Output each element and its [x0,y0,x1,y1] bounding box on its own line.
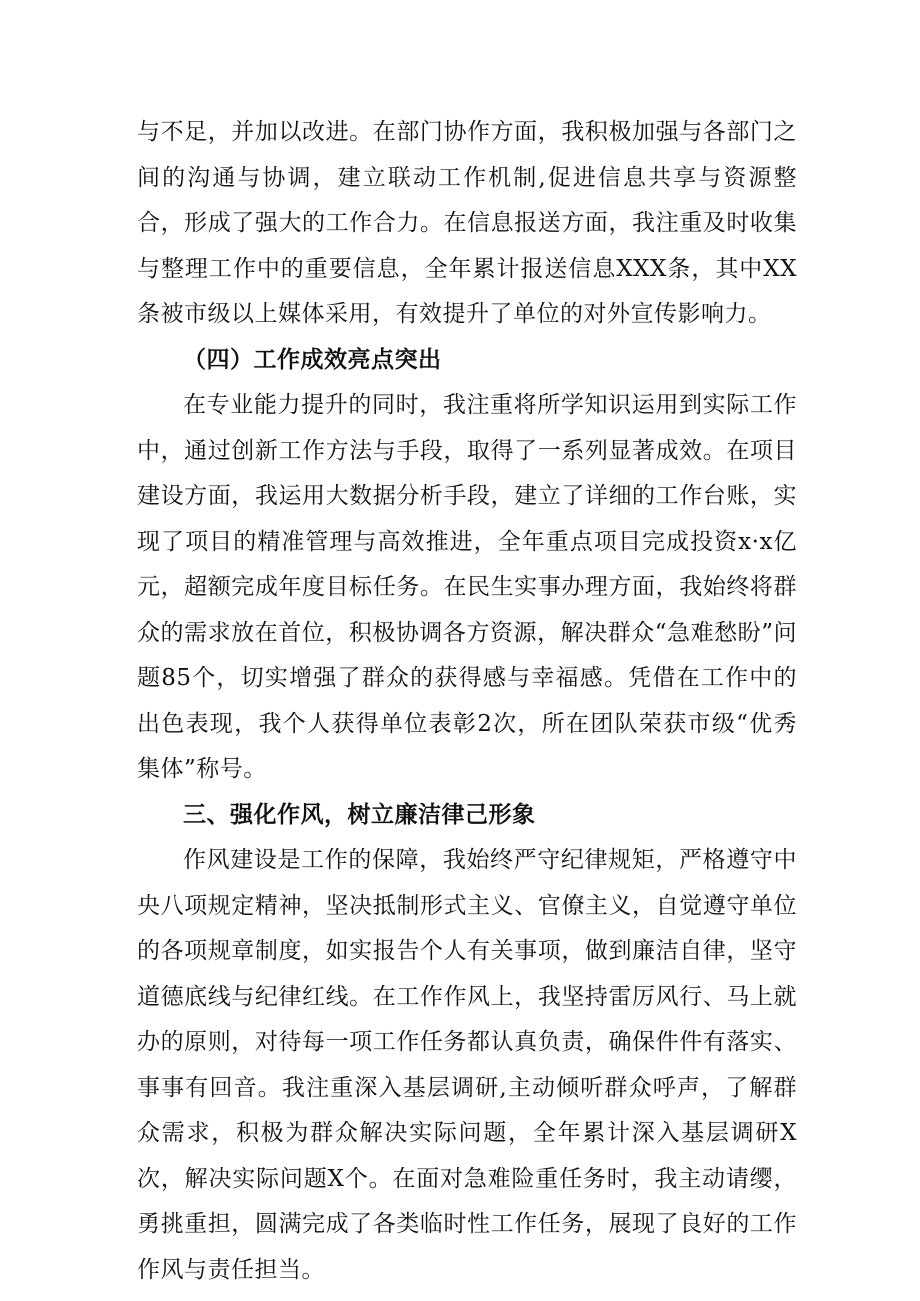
paragraph-achievements: 在专业能力提升的同时，我注重将所学知识运用到实际工作中，通过创新工作方法与手段，取得了一系列显著成效。在项目建设方面，我运用大数据分析手段，建立了详细的工作台账，实现了项目的精准管理与高效推进，全年重点项目完成投资x·x亿元，超额完成年度目标任务。在民生实事办理方面，我始终将群众的需求放在首位，积极协调各方资源，解决群众“急难愁盼”问题85个，切实增强了群众的获得感与幸福感。凭借在工作中的出色表现，我个人获得单位表彰2次，所在团队荣获市级“优秀集体”称号。 [137,392,797,782]
paragraph-work-style: 作风建设是工作的保障，我始终严守纪律规矩，严格遵守中央八项规定精神，坚决抵制形式主义、官僚主义，自觉遵守单位的各项规章制度，如实报告个人有关事项，做到廉洁自律，坚守道德底线与纪律红线。在工作作风上，我坚持雷厉风行、马上就办的原则，对待每一项工作任务都认真负责，确保件件有落实、事事有回音。我注重深入基层调研,主动倾听群众呼声，了解群众需求，积极为群众解决实际问题，全年累计深入基层调研X次，解决实际问题X个。在面对急难险重任务时，我主动请缨，勇挑重担，圆满完成了各类临时性工作任务，展现了良好的工作作风与责任担当。 [137,847,797,1283]
paragraph-continued: 与不足，并加以改进。在部门协作方面，我积极加强与各部门之间的沟通与协调，建立联动工作机制,促进信息共享与资源整合，形成了强大的工作合力。在信息报送方面，我注重及时收集与整理工作中的重要信息，全年累计报送信息XXX条，其中XX条被市级以上媒体采用，有效提升了单位的对外宣传影响力。 [137,119,797,327]
section-heading-4: （四）工作成效亮点突出 [183,346,442,373]
document-body [137,110,797,1293]
section-heading-3: 三、强化作风，树立廉洁律己形象 [183,801,536,828]
